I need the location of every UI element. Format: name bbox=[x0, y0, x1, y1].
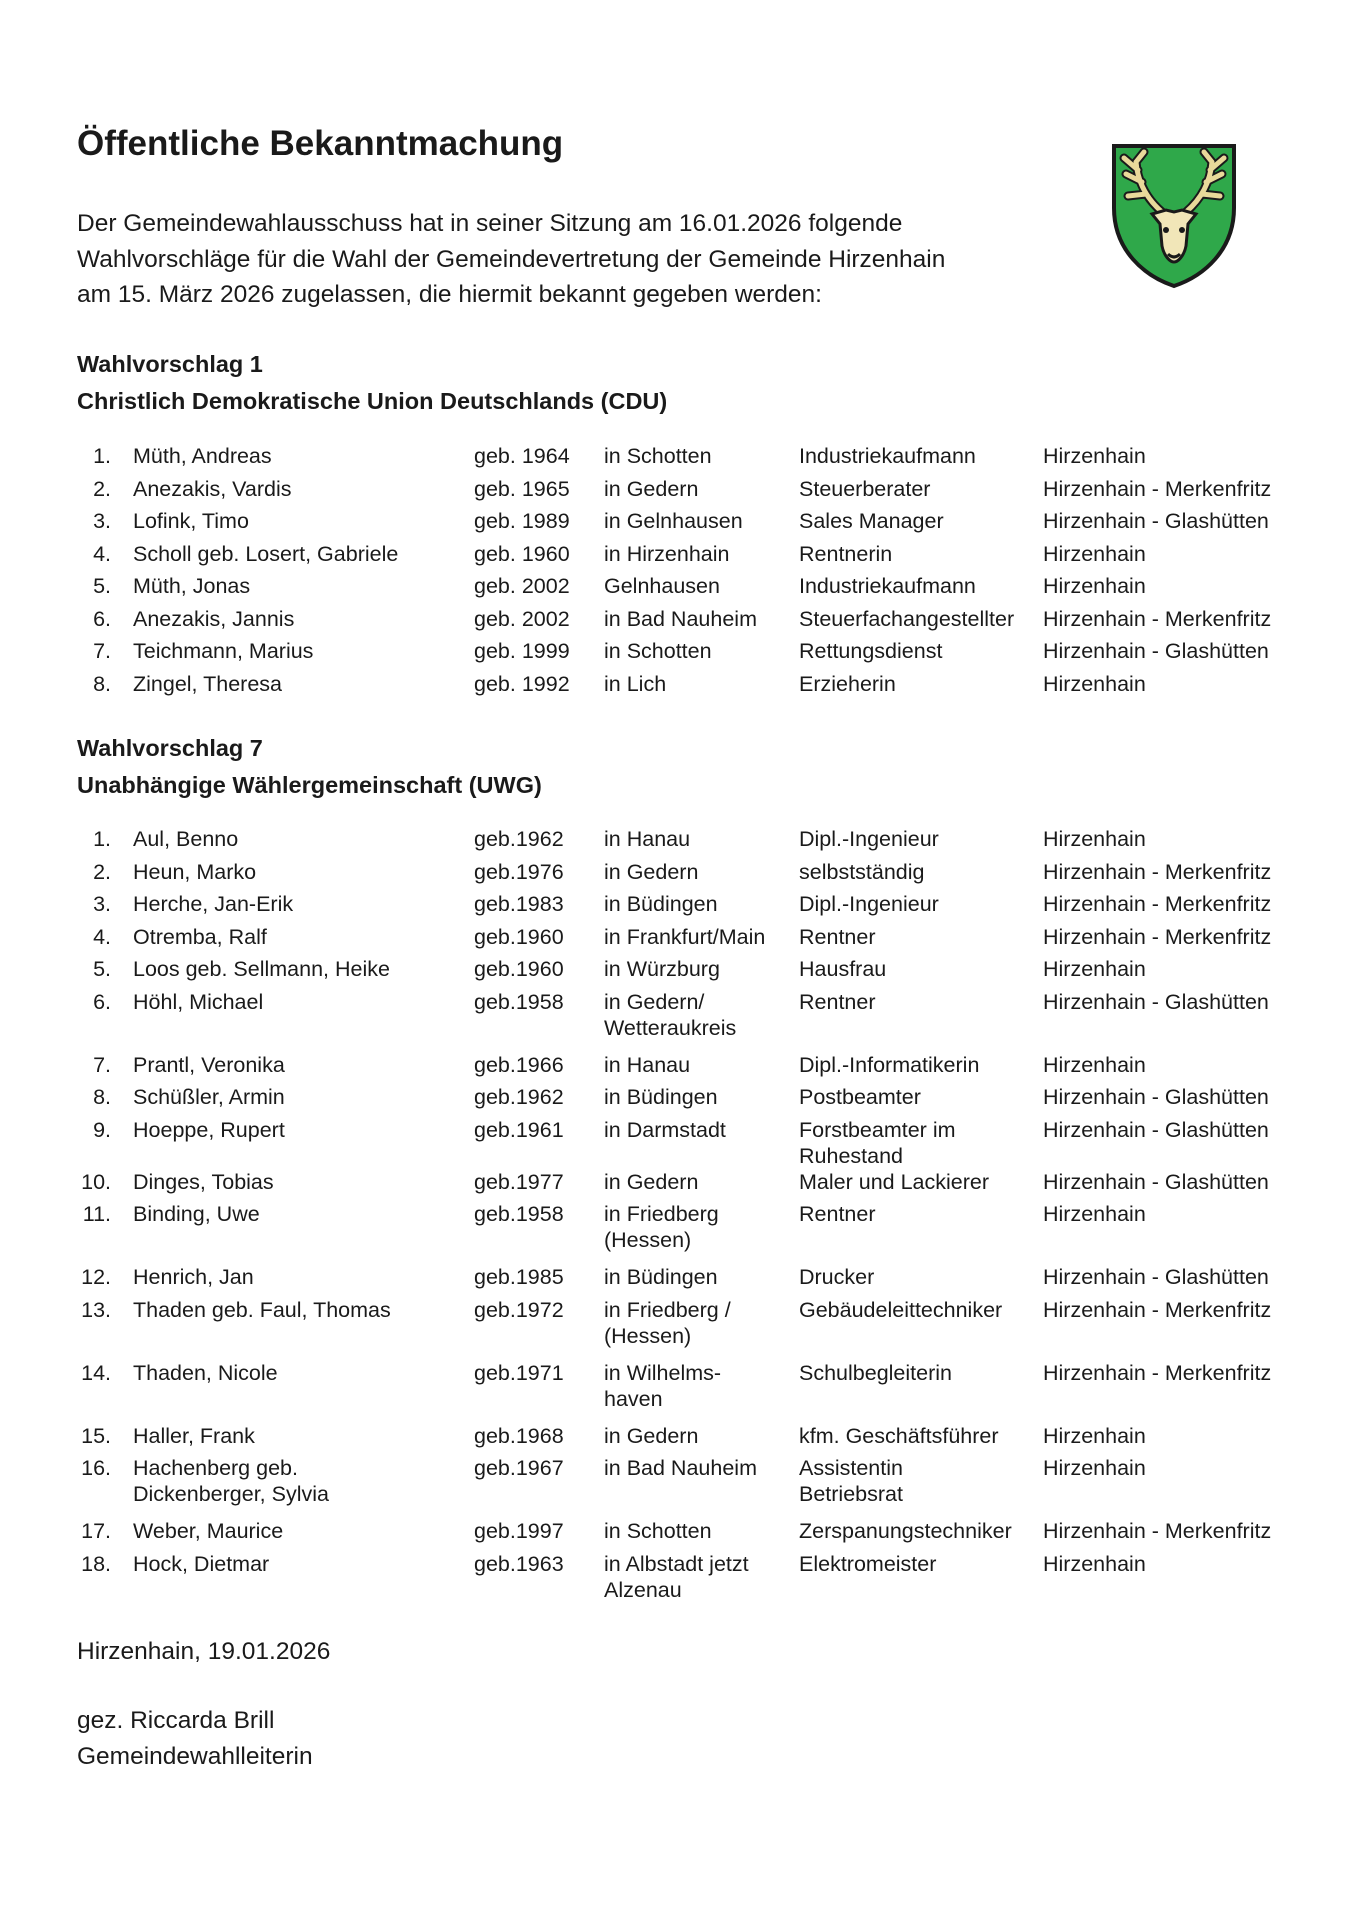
table-row bbox=[77, 826, 1317, 859]
candidate-occupation: Rentner bbox=[799, 989, 876, 1014]
candidate-residence: Hirzenhain bbox=[1043, 1202, 1146, 1226]
candidate-number: 17. bbox=[81, 1519, 111, 1543]
candidate-name: Hoeppe, Rupert bbox=[133, 1117, 285, 1142]
candidate-name: Scholl geb. Losert, Gabriele bbox=[133, 541, 399, 566]
candidate-birthplace: in Büdingen bbox=[604, 892, 718, 916]
candidate-name: Müth, Andreas bbox=[133, 444, 272, 468]
candidate-birth-year: geb.1997 bbox=[474, 1519, 564, 1543]
candidate-occupation: Dipl.-Ingenieur bbox=[799, 827, 939, 851]
candidate-occupation: Industriekaufmann bbox=[799, 444, 976, 468]
candidate-occupation: Maler und Lackierer bbox=[799, 1169, 990, 1194]
candidate-number: 8. bbox=[93, 1085, 111, 1109]
candidate-number: 1. bbox=[93, 827, 111, 851]
candidate-birth-year: geb.1958 bbox=[474, 989, 564, 1014]
section-party: Christlich Demokratische Union Deutschlands (CDU) bbox=[77, 388, 668, 414]
candidate-residence: Hirzenhain - Merkenfritz bbox=[1043, 1519, 1272, 1543]
candidate-occupation: Hausfrau bbox=[799, 957, 887, 981]
candidate-birth-year: geb. 1960 bbox=[474, 541, 570, 566]
candidate-residence: Hirzenhain - Glashütten bbox=[1043, 1085, 1269, 1109]
candidate-number: 14. bbox=[81, 1360, 111, 1385]
candidate-residence: Hirzenhain - Merkenfritz bbox=[1043, 924, 1272, 949]
candidate-birth-year: geb.1958 bbox=[474, 1202, 564, 1226]
candidate-birthplace: in Bad Nauheim bbox=[604, 1456, 757, 1480]
candidate-name: Hock, Dietmar bbox=[133, 1551, 270, 1576]
candidate-birthplace: in Gelnhausen bbox=[604, 509, 743, 533]
table-row bbox=[77, 508, 1317, 541]
candidate-birthplace: in Friedberg / (Hessen) bbox=[604, 1297, 731, 1348]
table-row bbox=[77, 671, 1317, 704]
candidate-name: Schüßler, Armin bbox=[133, 1085, 285, 1109]
section-label: Wahlvorschlag 7 bbox=[77, 735, 263, 761]
candidate-number: 5. bbox=[93, 957, 111, 981]
candidate-residence: Hirzenhain - Merkenfritz bbox=[1043, 1360, 1272, 1385]
candidate-residence: Hirzenhain - Glashütten bbox=[1043, 1117, 1269, 1142]
candidate-name: Otremba, Ralf bbox=[133, 924, 267, 949]
candidate-occupation: Assistentin Betriebsrat bbox=[799, 1456, 903, 1506]
candidate-number: 15. bbox=[81, 1423, 111, 1448]
table-row bbox=[77, 1201, 1317, 1264]
candidate-birth-year: geb. 1999 bbox=[474, 639, 570, 663]
candidate-birth-year: geb.1968 bbox=[474, 1423, 564, 1448]
candidate-occupation: Zerspanungstechniker bbox=[799, 1519, 1012, 1543]
table-row bbox=[77, 1518, 1317, 1551]
table-row bbox=[77, 1551, 1317, 1614]
stag-head-coat-of-arms-icon bbox=[1108, 138, 1240, 290]
candidate-birthplace: in Albstadt jetzt Alzenau bbox=[604, 1551, 749, 1602]
candidate-name: Weber, Maurice bbox=[133, 1519, 284, 1543]
candidate-birth-year: geb.1962 bbox=[474, 1085, 564, 1109]
candidate-residence: Hirzenhain bbox=[1043, 1456, 1146, 1480]
candidate-number: 2. bbox=[93, 859, 111, 884]
candidate-name: Lofink, Timo bbox=[133, 509, 249, 533]
table-row bbox=[77, 1264, 1317, 1297]
candidate-birth-year: geb. 2002 bbox=[474, 606, 570, 631]
candidate-name: Binding, Uwe bbox=[133, 1202, 260, 1226]
candidate-number: 10. bbox=[81, 1169, 111, 1194]
candidate-occupation: Elektromeister bbox=[799, 1551, 937, 1576]
candidate-residence: Hirzenhain - Merkenfritz bbox=[1043, 476, 1272, 501]
candidate-name: Prantl, Veronika bbox=[133, 1052, 285, 1077]
candidate-birth-year: geb.1963 bbox=[474, 1551, 564, 1576]
table-row bbox=[77, 956, 1317, 989]
table-row bbox=[77, 1084, 1317, 1117]
candidate-residence: Hirzenhain bbox=[1043, 1551, 1146, 1576]
section-heading-1 bbox=[77, 346, 667, 420]
candidate-number: 11. bbox=[82, 1202, 111, 1226]
table-row bbox=[77, 989, 1317, 1052]
candidate-birth-year: geb.1983 bbox=[474, 892, 564, 916]
candidate-residence: Hirzenhain bbox=[1043, 957, 1146, 981]
candidate-occupation: Postbeamter bbox=[799, 1085, 921, 1109]
intro-line: Wahlvorschläge für die Wahl der Gemeindevertretung der Gemeinde Hirzenhain bbox=[77, 245, 946, 273]
candidate-number: 6. bbox=[93, 989, 111, 1014]
candidate-occupation: Rentnerin bbox=[799, 541, 893, 566]
candidate-birth-year: geb.1976 bbox=[474, 859, 564, 884]
candidate-occupation: Rentner bbox=[799, 924, 876, 949]
section-label: Wahlvorschlag 1 bbox=[77, 351, 263, 377]
candidate-number: 13. bbox=[81, 1297, 111, 1322]
table-row bbox=[77, 638, 1317, 671]
candidate-birth-year: geb.1961 bbox=[474, 1117, 564, 1142]
candidate-birthplace: in Schotten bbox=[604, 1519, 712, 1543]
candidate-residence: Hirzenhain - Glashütten bbox=[1043, 509, 1269, 533]
candidate-birthplace: in Bad Nauheim bbox=[604, 606, 757, 631]
candidate-occupation: Erzieherin bbox=[799, 671, 896, 696]
candidate-name: Heun, Marko bbox=[133, 859, 257, 884]
intro-line: am 15. März 2026 zugelassen, die hiermit bekannt gegeben werden: bbox=[77, 281, 822, 308]
candidate-birthplace: in Wilhelms- haven bbox=[604, 1360, 722, 1411]
intro-text bbox=[77, 206, 1037, 313]
table-row bbox=[77, 1297, 1317, 1360]
signature-role: Gemeindewahlleiterin bbox=[77, 1743, 313, 1770]
candidate-residence: Hirzenhain bbox=[1043, 541, 1146, 566]
candidate-birthplace: in Gedern/ Wetteraukreis bbox=[604, 989, 737, 1040]
candidate-number: 6. bbox=[93, 606, 111, 631]
candidate-occupation: Gebäudeleittechniker bbox=[799, 1297, 1003, 1322]
candidate-residence: Hirzenhain - Merkenfritz bbox=[1043, 1297, 1272, 1322]
candidate-residence: Hirzenhain - Glashütten bbox=[1043, 1265, 1269, 1289]
candidate-birthplace: Gelnhausen bbox=[604, 574, 720, 598]
candidate-birth-year: geb. 1965 bbox=[474, 476, 570, 501]
candidate-birthplace: in Darmstadt bbox=[604, 1117, 726, 1142]
candidate-birthplace: in Friedberg (Hessen) bbox=[604, 1202, 719, 1252]
candidate-name: Zingel, Theresa bbox=[133, 671, 282, 696]
section-heading-7 bbox=[77, 730, 542, 804]
candidate-occupation: Rettungsdienst bbox=[799, 639, 943, 663]
candidate-birth-year: geb.1971 bbox=[474, 1360, 564, 1385]
table-row bbox=[77, 443, 1317, 476]
table-row bbox=[77, 859, 1317, 892]
table-row bbox=[77, 476, 1317, 509]
candidate-name: Höhl, Michael bbox=[133, 989, 264, 1014]
candidate-birthplace: in Büdingen bbox=[604, 1265, 718, 1289]
candidate-name: Müth, Jonas bbox=[133, 574, 251, 598]
candidate-residence: Hirzenhain - Glashütten bbox=[1043, 989, 1269, 1014]
candidate-occupation: Rentner bbox=[799, 1202, 876, 1226]
candidate-occupation: Dipl.-Ingenieur bbox=[799, 892, 939, 916]
candidate-number: 16. bbox=[81, 1456, 111, 1480]
candidate-name: Hachenberg geb. Dickenberger, Sylvia bbox=[133, 1456, 329, 1506]
table-row bbox=[77, 541, 1317, 574]
candidate-birth-year: geb.1960 bbox=[474, 957, 564, 981]
table-row bbox=[77, 1455, 1317, 1518]
candidate-number: 3. bbox=[93, 892, 111, 916]
intro-line: Der Gemeindewahlausschuss hat in seiner Sitzung am 16.01.2026 folgende bbox=[77, 210, 903, 237]
candidate-occupation: Steuerberater bbox=[799, 476, 931, 501]
candidate-residence: Hirzenhain bbox=[1043, 574, 1146, 598]
candidate-residence: Hirzenhain - Merkenfritz bbox=[1043, 859, 1272, 884]
table-row bbox=[77, 573, 1317, 606]
table-row bbox=[77, 1360, 1317, 1423]
candidate-number: 18. bbox=[81, 1551, 111, 1576]
candidate-residence: Hirzenhain bbox=[1043, 1052, 1146, 1077]
candidate-birth-year: geb. 1964 bbox=[474, 444, 570, 468]
candidate-name: Loos geb. Sellmann, Heike bbox=[133, 957, 390, 981]
candidate-residence: Hirzenhain - Glashütten bbox=[1043, 1169, 1269, 1194]
candidate-number: 1. bbox=[93, 444, 111, 468]
candidate-name: Aul, Benno bbox=[133, 827, 239, 851]
candidate-residence: Hirzenhain - Glashütten bbox=[1043, 639, 1269, 663]
candidate-number: 5. bbox=[93, 574, 111, 598]
candidate-name: Henrich, Jan bbox=[133, 1265, 254, 1289]
candidate-birthplace: in Büdingen bbox=[604, 1085, 718, 1109]
table-row bbox=[77, 606, 1317, 639]
candidate-name: Teichmann, Marius bbox=[133, 639, 314, 663]
candidate-residence: Hirzenhain - Merkenfritz bbox=[1043, 892, 1272, 916]
candidate-birthplace: in Schotten bbox=[604, 639, 712, 663]
candidate-birthplace: in Gedern bbox=[604, 476, 699, 501]
candidate-birth-year: geb.1966 bbox=[474, 1052, 564, 1077]
candidate-number: 7. bbox=[93, 639, 111, 663]
table-row bbox=[77, 1052, 1317, 1085]
table-row bbox=[77, 924, 1317, 957]
candidate-occupation: Industriekaufmann bbox=[799, 574, 976, 598]
candidate-list-1 bbox=[77, 443, 1317, 703]
candidate-birthplace: in Gedern bbox=[604, 1423, 699, 1448]
candidate-birth-year: geb. 1992 bbox=[474, 671, 570, 696]
candidate-name: Haller, Frank bbox=[133, 1423, 255, 1448]
candidate-occupation: Sales Manager bbox=[799, 509, 944, 533]
candidate-birth-year: geb.1962 bbox=[474, 827, 564, 851]
candidate-birth-year: geb.1977 bbox=[474, 1169, 564, 1194]
candidate-birthplace: in Hirzenhain bbox=[604, 541, 730, 566]
candidate-number: 9. bbox=[93, 1117, 111, 1142]
candidate-occupation: Steuerfachangestellter bbox=[799, 606, 1015, 631]
candidate-residence: Hirzenhain bbox=[1043, 444, 1146, 468]
section-party: Unabhängige Wählergemeinschaft (UWG) bbox=[77, 772, 542, 798]
candidate-birth-year: geb.1972 bbox=[474, 1297, 564, 1322]
candidate-occupation: selbstständig bbox=[799, 859, 925, 884]
candidate-number: 7. bbox=[93, 1052, 111, 1077]
candidate-birth-year: geb.1960 bbox=[474, 924, 564, 949]
table-row bbox=[77, 1423, 1317, 1456]
candidate-birthplace: in Gedern bbox=[604, 1169, 699, 1194]
candidate-name: Anezakis, Vardis bbox=[133, 476, 292, 501]
signature-name: gez. Riccarda Brill bbox=[77, 1707, 275, 1734]
place-date: Hirzenhain, 19.01.2026 bbox=[77, 1638, 331, 1665]
candidate-birthplace: in Schotten bbox=[604, 444, 712, 468]
table-row bbox=[77, 891, 1317, 924]
candidate-number: 4. bbox=[93, 541, 111, 566]
candidate-residence: Hirzenhain bbox=[1043, 827, 1146, 851]
candidate-birth-year: geb. 1989 bbox=[474, 509, 570, 533]
candidate-residence: Hirzenhain bbox=[1043, 1423, 1146, 1448]
candidate-birthplace: in Hanau bbox=[604, 1052, 691, 1077]
candidate-occupation: Forstbeamter im Ruhestand bbox=[799, 1117, 956, 1168]
candidate-occupation: Drucker bbox=[799, 1265, 875, 1289]
candidate-name: Thaden, Nicole bbox=[133, 1360, 278, 1385]
candidate-birthplace: in Lich bbox=[604, 671, 667, 696]
candidate-number: 8. bbox=[93, 671, 111, 696]
candidate-birthplace: in Würzburg bbox=[604, 957, 720, 981]
candidate-occupation: kfm. Geschäftsführer bbox=[799, 1423, 999, 1448]
candidate-occupation: Schulbegleiterin bbox=[799, 1360, 952, 1385]
table-row bbox=[77, 1169, 1317, 1202]
candidate-residence: Hirzenhain bbox=[1043, 671, 1146, 696]
candidate-number: 4. bbox=[93, 924, 111, 949]
candidate-birth-year: geb.1985 bbox=[474, 1265, 564, 1289]
signature-block bbox=[77, 1703, 313, 1775]
page-title: Öffentliche Bekanntmachung bbox=[77, 124, 564, 163]
candidate-name: Herche, Jan-Erik bbox=[133, 892, 294, 916]
candidate-list-7 bbox=[77, 826, 1317, 1614]
candidate-number: 3. bbox=[93, 509, 111, 533]
table-row bbox=[77, 1117, 1317, 1169]
candidate-residence: Hirzenhain - Merkenfritz bbox=[1043, 606, 1272, 631]
candidate-name: Dinges, Tobias bbox=[133, 1169, 274, 1194]
candidate-birthplace: in Frankfurt/Main bbox=[604, 924, 766, 949]
candidate-number: 12. bbox=[81, 1265, 111, 1289]
candidate-occupation: Dipl.-Informatikerin bbox=[799, 1052, 980, 1077]
candidate-number: 2. bbox=[93, 476, 111, 501]
candidate-name: Thaden geb. Faul, Thomas bbox=[133, 1297, 391, 1322]
candidate-birth-year: geb. 2002 bbox=[474, 574, 570, 598]
candidate-birthplace: in Gedern bbox=[604, 859, 699, 884]
candidate-name: Anezakis, Jannis bbox=[133, 606, 295, 631]
candidate-birth-year: geb.1967 bbox=[474, 1456, 564, 1480]
candidate-birthplace: in Hanau bbox=[604, 827, 691, 851]
